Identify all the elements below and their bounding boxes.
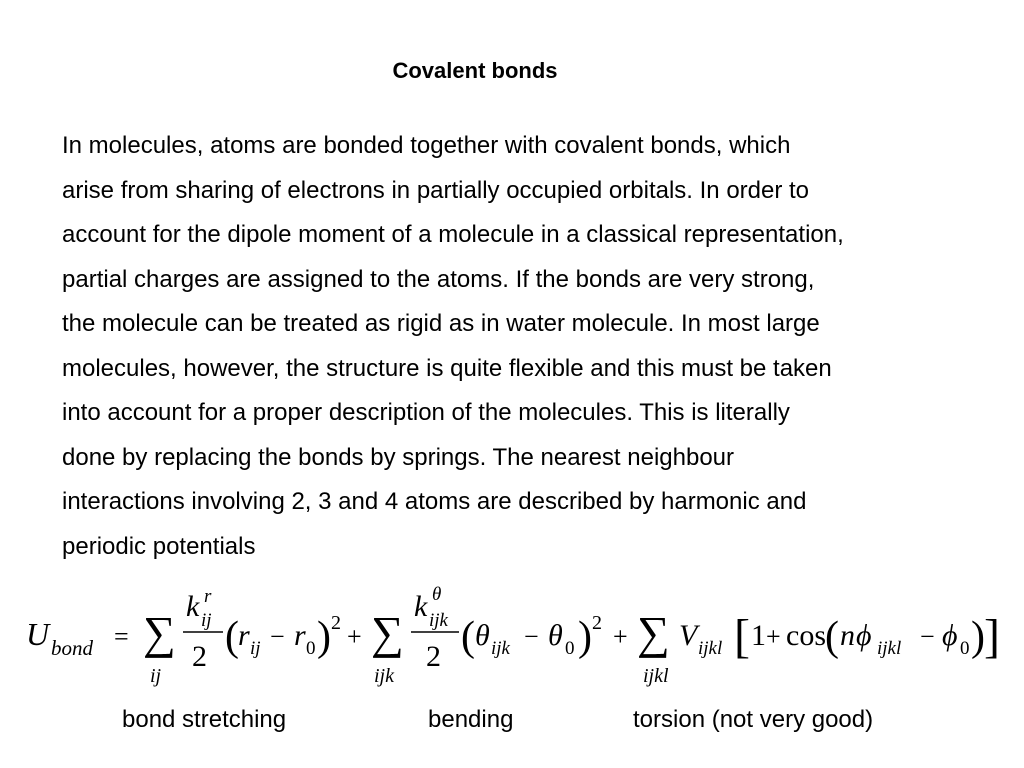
eq-plus-2: + xyxy=(613,622,628,651)
eq-paren-close-torsion: ) xyxy=(971,614,985,660)
eq-bracket-close: ] xyxy=(984,610,1000,663)
caption-stretching: bond stretching xyxy=(122,706,287,733)
paragraph-line: molecules, however, the structure is quite flexible and this must be taken xyxy=(62,354,832,382)
eq-sum-bend: ∑ xyxy=(371,607,404,658)
eq-var-stretch: r xyxy=(238,619,250,652)
eq-var0-bend: θ xyxy=(548,619,563,652)
paragraph-line: done by replacing the bonds by springs. The nearest neighbour xyxy=(62,443,735,471)
eq-equals: = xyxy=(114,622,129,651)
eq-denominator-stretch: 2 xyxy=(192,640,207,673)
eq-phi0-sub: 0 xyxy=(960,638,970,659)
body-paragraph xyxy=(62,124,1002,569)
eq-phi0: ϕ xyxy=(942,619,958,652)
paragraph-line: the molecule can be treated as rigid as in water molecule. In most large xyxy=(62,310,820,337)
bond-energy-equation xyxy=(0,578,1024,698)
eq-k-super-bend: θ xyxy=(432,584,442,605)
eq-paren-open-stretch: ( xyxy=(225,614,239,660)
eq-k-stretch: k xyxy=(186,590,200,623)
eq-n: n xyxy=(840,619,855,652)
eq-plus-1: + xyxy=(347,622,362,651)
eq-v-sub-torsion: ijkl xyxy=(698,638,723,659)
eq-minus-torsion: − xyxy=(920,622,935,651)
eq-one: 1 xyxy=(751,619,766,652)
eq-var-sub-bend: ijk xyxy=(491,638,510,659)
paragraph-line: periodic potentials xyxy=(62,532,256,560)
eq-sum-index-stretch: ij xyxy=(150,665,162,687)
caption-torsion: torsion (not very good) xyxy=(633,706,874,733)
eq-minus-bend: − xyxy=(524,622,539,651)
eq-var-bend: θ xyxy=(475,619,490,652)
eq-paren-close-bend: ) xyxy=(578,614,592,660)
eq-sum-torsion: ∑ xyxy=(637,607,670,658)
eq-minus-stretch: − xyxy=(270,622,285,651)
eq-square-bend: 2 xyxy=(592,612,602,634)
eq-k-bend: k xyxy=(414,590,428,623)
eq-phi-sub: ijkl xyxy=(877,638,902,659)
eq-paren-open-bend: ( xyxy=(461,614,475,660)
paragraph-line: into account for a proper description of the molecules. This is literally xyxy=(62,399,790,426)
eq-paren-close-stretch: ) xyxy=(317,614,331,660)
eq-denominator-bend: 2 xyxy=(426,640,441,673)
eq-v-torsion: V xyxy=(679,619,698,652)
eq-sum-index-bend: ijk xyxy=(374,665,394,687)
eq-k-super-stretch: r xyxy=(204,586,212,607)
eq-bracket-open: [ xyxy=(734,610,750,663)
paragraph-line: In molecules, atoms are bonded together with covalent bonds, which xyxy=(62,132,791,159)
slide-title: Covalent bonds xyxy=(392,58,558,83)
paragraph-line: interactions involving 2, 3 and 4 atoms are described by harmonic and xyxy=(62,488,807,515)
term-captions xyxy=(0,706,1024,736)
eq-k-sub-stretch: ij xyxy=(201,610,212,631)
paragraph-line: account for the dipole moment of a molecule in a classical representation, xyxy=(62,221,844,248)
eq-phi: ϕ xyxy=(856,619,872,652)
paragraph-line: partial charges are assigned to the atoms. If the bonds are very strong, xyxy=(62,265,815,293)
eq-k-sub-bend: ijk xyxy=(429,610,448,631)
eq-sum-stretch: ∑ xyxy=(143,607,176,658)
eq-plus-3: + xyxy=(766,622,781,651)
eq-var0-sub-stretch: 0 xyxy=(306,638,316,659)
eq-var0-sub-bend: 0 xyxy=(565,638,575,659)
eq-var0-stretch: r xyxy=(294,619,306,652)
caption-bending: bending xyxy=(428,706,514,733)
eq-var-sub-stretch: ij xyxy=(250,638,261,659)
eq-sum-index-torsion: ijkl xyxy=(643,665,669,687)
eq-lhs-symbol: U xyxy=(26,616,50,652)
eq-lhs-subscript: bond xyxy=(51,636,93,660)
eq-cos: cos xyxy=(786,619,826,652)
eq-square-stretch: 2 xyxy=(331,612,341,634)
paragraph-line: arise from sharing of electrons in partially occupied orbitals. In order to xyxy=(62,176,810,204)
eq-paren-open-torsion: ( xyxy=(825,614,839,660)
